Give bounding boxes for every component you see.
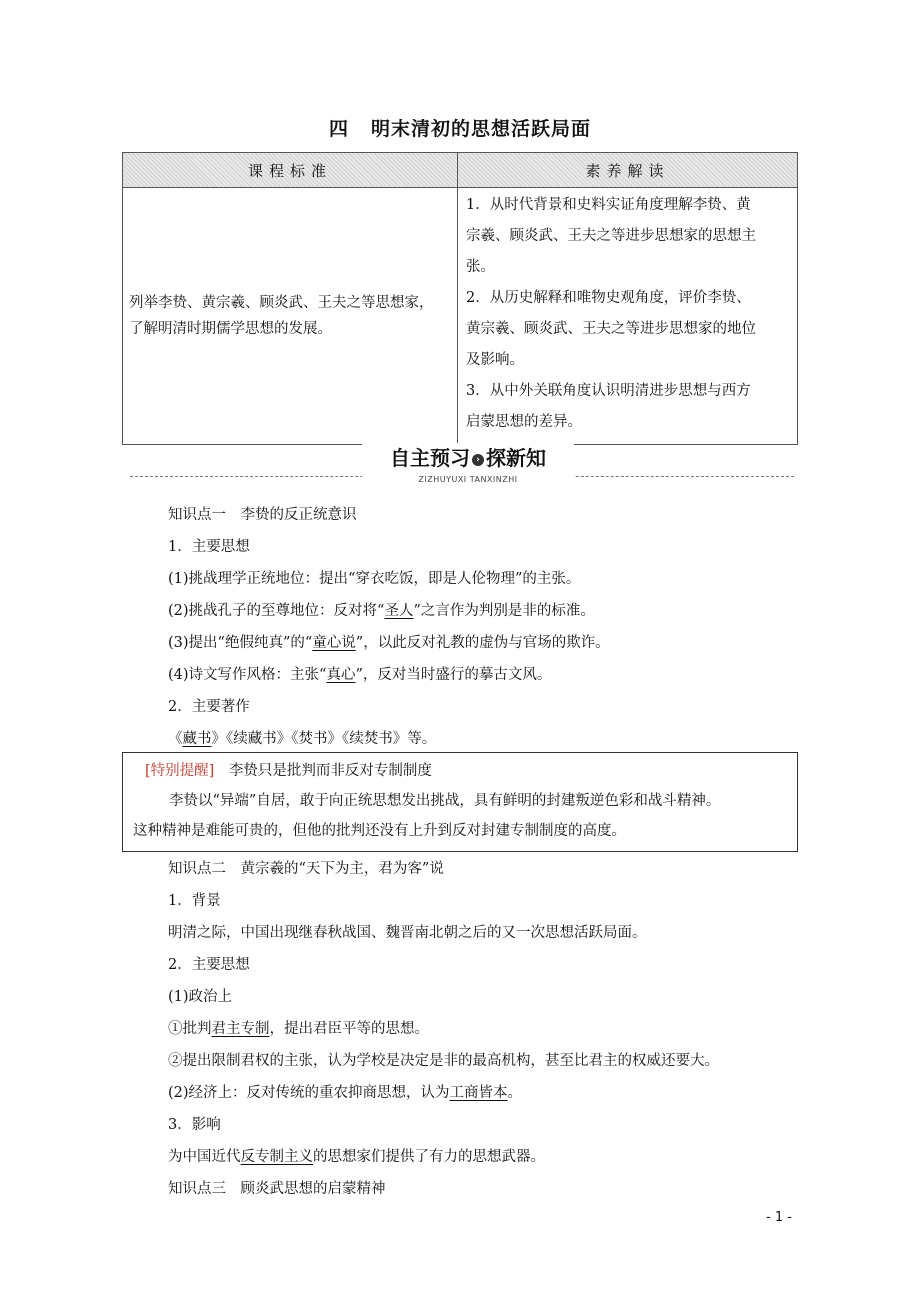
lesson-title: 明末清初的思想活跃局面 [371, 118, 592, 140]
paragraph: (2)挑战孔子的至尊地位：反对将“圣人”之言作为判别是非的标准。 [168, 603, 595, 619]
heading: 2．主要思想 [168, 957, 250, 973]
header-literacy-interpretation: 素养解读 [458, 153, 798, 188]
reminder-text: 李贽以“异端”自居，敢于向正统思想发出挑战，具有鲜明的封建叛逆色彩和战斗精神。 [169, 793, 721, 809]
section-banner [130, 443, 794, 483]
lesson-number: 四 [328, 118, 349, 140]
interpretation-line: 宗羲、顾炎武、王夫之等进步思想家的思想主 [466, 228, 756, 244]
banner-pinyin: ZIZHUYUXI TANXINZHI [362, 475, 574, 484]
heading: 3．影响 [168, 1117, 221, 1133]
paragraph: 明清之际，中国出现继春秋战国、魏晋南北朝之后的又一次思想活跃局面。 [168, 925, 647, 941]
knowledge-point-2-title: 知识点二 黄宗羲的“天下为主，君为客”说 [168, 861, 444, 877]
underlined-term: 真心 [326, 667, 356, 683]
reminder-tag: [特别提醒] [145, 763, 215, 779]
interpretation-line: 2．从历史解释和唯物史观角度，评价李贽、 [466, 290, 751, 306]
interpretation-line: 及影响。 [466, 352, 524, 368]
paragraph: (1)挑战理学正统地位：提出“穿衣吃饭，即是人伦物理”的主张。 [168, 571, 581, 587]
knowledge-point-3-title: 知识点三 顾炎武思想的启蒙精神 [168, 1181, 386, 1197]
banner-title: 自主预习 › 探新知 [362, 443, 574, 473]
heading: 2．主要著作 [168, 699, 250, 715]
arrow-icon: › [472, 454, 484, 466]
standard-line: 了解明清时期儒学思想的发展。 [129, 321, 332, 337]
paragraph: ②提出限制君权的主张，认为学校是决定是非的最高机构，甚至比君主的权威还要大。 [168, 1053, 719, 1069]
reminder-title: [特别提醒] 李贽只是批判而非反对专制制度 [145, 763, 432, 779]
underlined-term: 圣人 [384, 603, 414, 619]
interpretation-line: 张。 [466, 259, 495, 275]
interpretation-line: 3．从中外关联角度认识明清进步思想与西方 [466, 383, 751, 399]
page-number: - 1 - [766, 1210, 792, 1225]
paragraph: 为中国近代反专制主义的思想家们提供了有力的思想武器。 [168, 1149, 545, 1165]
paragraph: (1)政治上 [168, 989, 233, 1005]
underlined-term: 藏书 [182, 731, 212, 747]
paragraph: (2)经济上：反对传统的重农抑商思想，认为工商皆本。 [168, 1085, 523, 1101]
heading: 1．主要思想 [168, 539, 250, 555]
interpretation-line: 启蒙思想的差异。 [466, 414, 582, 430]
interpretation-line: 1．从时代背景和史料实证角度理解李贽、黄 [466, 197, 751, 213]
underlined-term: 反专制主义 [240, 1149, 313, 1165]
interpretation-line: 黄宗羲、顾炎武、王夫之等进步思想家的地位 [466, 321, 756, 337]
underlined-term: 童心说 [312, 635, 356, 651]
standard-line: 列举李贽、黄宗羲、顾炎武、王夫之等思想家， [129, 295, 434, 311]
paragraph: 《藏书》《续藏书》《焚书》《续焚书》等。 [168, 731, 437, 747]
knowledge-point-1-title: 知识点一 李贽的反正统意识 [168, 507, 357, 523]
paragraph: ①批判君主专制，提出君臣平等的思想。 [168, 1021, 429, 1037]
underlined-term: 工商皆本 [449, 1085, 508, 1101]
heading: 1．背景 [168, 893, 221, 909]
curriculum-table [122, 152, 798, 445]
special-reminder-box [122, 752, 798, 852]
page-title [0, 114, 920, 141]
curriculum-standard-cell [123, 188, 458, 445]
reminder-text: 这种精神是难能可贵的，但他的批判还没有上升到反对封建专制制度的高度。 [133, 823, 626, 839]
header-curriculum-standard: 课程标准 [123, 153, 458, 188]
literacy-interpretation-cell [458, 188, 798, 445]
paragraph: (4)诗文写作风格：主张“真心”，反对当时盛行的摹古文风。 [168, 667, 552, 683]
paragraph: (3)提出“绝假纯真”的“童心说”，以此反对礼教的虚伪与官场的欺诈。 [168, 635, 610, 651]
underlined-term: 君主专制 [211, 1021, 270, 1037]
